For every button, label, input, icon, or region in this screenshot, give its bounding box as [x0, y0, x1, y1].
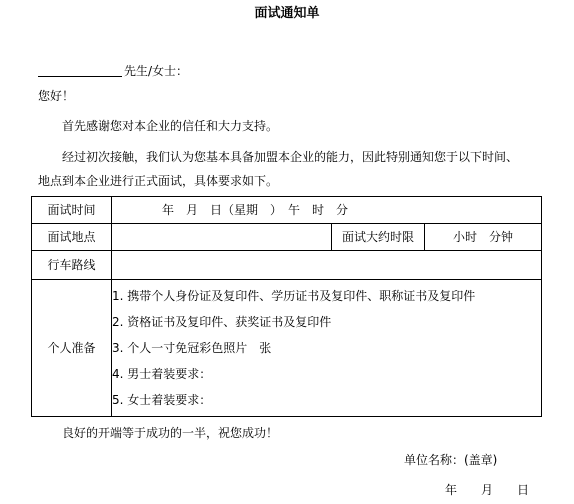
table-row-preparation	[32, 280, 542, 417]
place-value[interactable]	[112, 224, 332, 251]
table-row-place	[32, 224, 542, 251]
time-label: 面试时间	[32, 197, 112, 224]
route-value[interactable]	[112, 251, 542, 280]
paragraph-notice-line1: 经过初次接触，我们认为您基本具备加盟本企业的能力，因此特别通知您于以下时间、	[62, 150, 519, 164]
prep-item-male-dress: 4. 男士着装要求：	[112, 367, 212, 381]
preparation-list	[112, 280, 542, 417]
paragraph-notice-line2: 地点到本企业进行正式面试，具体要求如下。	[38, 174, 279, 188]
interview-details-table	[31, 196, 542, 417]
table-row-route	[32, 251, 542, 280]
prep-item-female-dress: 5. 女士着装要求：	[112, 393, 212, 407]
document-title: 面试通知单	[254, 6, 320, 21]
date-line: 年 月 日	[445, 483, 530, 497]
paragraph-thanks: 首先感谢您对本企业的信任和大力支持。	[62, 119, 279, 133]
duration-label: 面试大约时限	[332, 224, 425, 251]
time-value[interactable]: 年 月 日（星期 ） 午 时 分	[112, 197, 542, 224]
table-row-time	[32, 197, 542, 224]
prep-item-certificates: 2. 资格证书及复印件、获奖证书及复印件	[112, 315, 332, 329]
preparation-label: 个人准备	[32, 280, 112, 417]
closing-wish: 良好的开端等于成功的一半，祝您成功！	[62, 426, 279, 440]
salutation-suffix: 先生/女士：	[124, 64, 189, 78]
route-label: 行车路线	[32, 251, 112, 280]
organization-name: 单位名称：(盖章)	[404, 453, 498, 467]
duration-value[interactable]: 小时 分钟	[425, 224, 542, 251]
name-blank-line[interactable]	[38, 76, 122, 77]
prep-item-photo: 3. 个人一寸免冠彩色照片 张	[112, 341, 272, 355]
place-label: 面试地点	[32, 224, 112, 251]
prep-item-id: 1. 携带个人身份证及复印件、学历证书及复印件、职称证书及复印件	[112, 289, 476, 303]
greeting: 您好！	[38, 89, 75, 103]
